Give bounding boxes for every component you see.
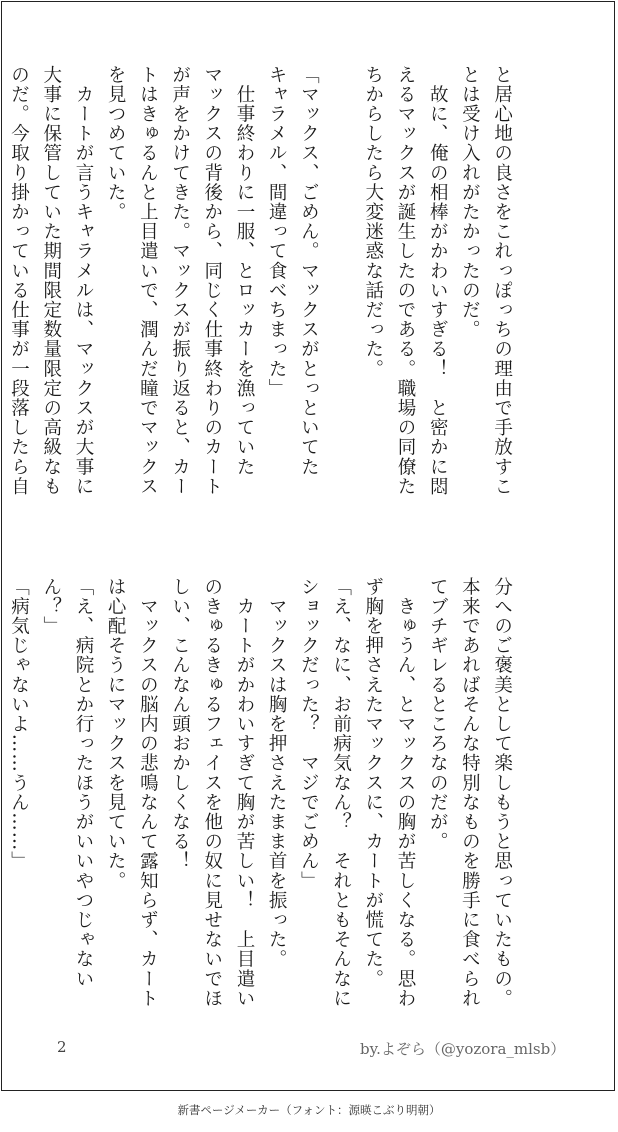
text-column: 故に、俺の相棒がかわいすぎる！ と密かに悶	[427, 65, 449, 497]
text-column: 「え、病院とか行ったほうがいいやつじゃない	[72, 577, 94, 989]
page-frame	[1, 1, 615, 1091]
text-column: てブチギレるところなのだが。	[427, 577, 449, 852]
text-column: マックスの背後から、同じく仕事終わりのカート	[201, 65, 223, 497]
text-column: とは受け入れがたかったのだ。	[459, 65, 481, 340]
text-block-top	[0, 65, 582, 496]
text-column: えるマックスが誕生したのである。職場の同僚た	[394, 65, 416, 497]
text-column: マックスは胸を押さえたまま首を振った。	[266, 577, 288, 969]
text-column: のだ。今取り掛かっている仕事が一段落したら自	[8, 65, 30, 497]
text-column: 「病気じゃないよ……うん……」	[8, 577, 30, 871]
page-number: 2	[57, 1038, 67, 1056]
text-column: カートがかわいすぎて胸が苦しい！ 上目遣い	[233, 577, 255, 1009]
text-column: きゅうん、とマックスの胸が苦しくなる。思わ	[394, 577, 416, 1009]
text-column: ショックだった？ マジでごめん」	[298, 577, 320, 891]
text-column: ず胸を押さえたマックスに、カートが慌てた。	[362, 577, 384, 989]
text-block-bottom	[0, 577, 582, 1008]
text-column: 大事に保管していた期間限定数量限定の高級なも	[40, 65, 62, 497]
text-column: 「え、なに、お前病気なん？ それともそんなに	[330, 577, 352, 1009]
footer-credit: 新書ページメーカー（フォント：源暎こぶり明朝）	[177, 1103, 441, 1117]
text-column: 「マックス、ごめん。マックスがとっといてた	[298, 65, 320, 477]
text-column: マックスの脳内の悲鳴なんて露知らず、カート	[137, 577, 159, 1009]
text-column: が声をかけてきた。マックスが振り返ると、カー	[169, 65, 191, 497]
text-column: ん？」	[40, 577, 62, 636]
text-column: ちからしたら大変迷惑な話だった。	[362, 65, 384, 379]
text-column: 本来であればそんな特別なものを勝手に食べられ	[459, 577, 481, 1009]
text-column: しい、こんなん頭おかしくなる！	[169, 577, 191, 871]
text-column: キャラメル、間違って食べちまった」	[266, 65, 288, 399]
text-column: カートが言うキャラメルは、マックスが大事に	[72, 65, 94, 497]
text-column: 分へのご褒美として楽しもうと思っていたもの。	[491, 577, 513, 1009]
text-column: を見つめていた。	[105, 65, 127, 222]
text-column-blank	[324, 65, 356, 496]
author-byline: by.よぞら（@yozora_mlsb）	[360, 1040, 566, 1058]
text-column: は心配そうにマックスを見ていた。	[105, 577, 127, 891]
text-column: トはきゅるんと上目遣いで、潤んだ瞳でマックス	[137, 65, 159, 497]
text-column: のきゅるきゅるフェイスを他の奴に見せないでほ	[201, 577, 223, 1009]
text-column: と居心地の良さをこれっぽっちの理由で手放すこ	[491, 65, 513, 497]
text-column: 仕事終わりに一服、とロッカーを漁っていた	[233, 65, 255, 477]
